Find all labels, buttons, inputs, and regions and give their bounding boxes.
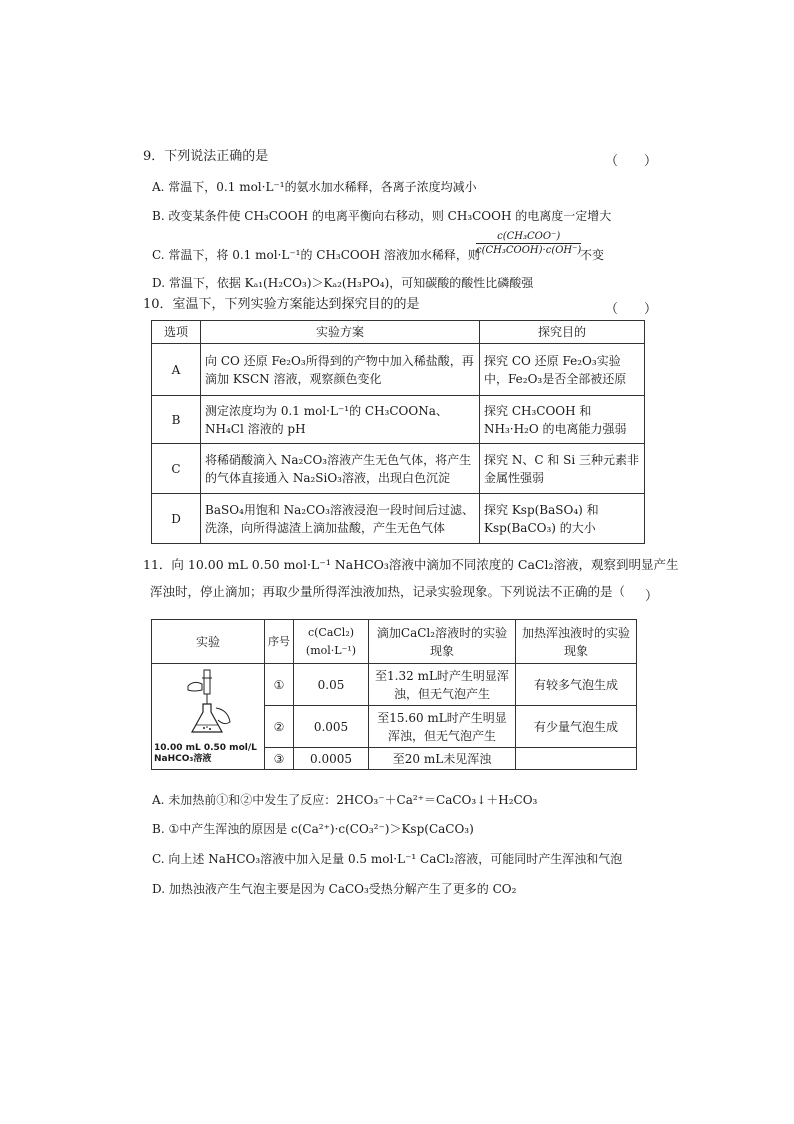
- q9-option-c-suffix: 不变: [580, 248, 605, 262]
- q10-row-a-plan: 向 CO 还原 Fe₂O₃所得到的产物中加入稀盐酸，再滴加 KSCN 溶液，观察颜色变化: [201, 344, 480, 396]
- q10-row-d-option: D: [152, 494, 201, 544]
- q10-row-a-option: A: [152, 344, 201, 396]
- q10-row-d-goal: 探究 Ksp(BaSO₄) 和 Ksp(BaCO₃) 的大小: [480, 494, 645, 544]
- q11-answer-paren-close: ）: [645, 589, 659, 604]
- q10-row-b-goal: 探究 CH₃COOH 和 NH₃·H₂O 的电离能力强弱: [480, 396, 645, 444]
- q11-row1-heat: 有较多气泡生成: [516, 664, 637, 706]
- q10-stem: 10．室温下，下列实验方案能达到探究目的的是: [143, 297, 420, 312]
- q9-option-d: D. 常温下，依据 Kₐ₁(H₂CO₃)＞Kₐ₂(H₃PO₄)，可知碳酸的酸性比磷酸强: [152, 276, 534, 290]
- q11-row3-heat: [516, 748, 637, 770]
- q10-header-plan: 实验方案: [201, 321, 480, 344]
- q11-header-concentration: c(CaCl₂)(mol·L⁻¹): [294, 620, 369, 664]
- table-row: [152, 494, 645, 544]
- q11-row1-conc: 0.05: [294, 664, 369, 706]
- q11-option-a: A. 未加热前①和②中发生了反应：2HCO₃⁻＋Ca²⁺＝CaCO₃↓＋H₂CO₃: [152, 793, 538, 807]
- q11-stem-line2: 浑浊时，停止滴加；再取少量所得浑浊液加热，记录实验现象。下列说法不正确的是（: [150, 584, 626, 599]
- table-row: [152, 664, 637, 706]
- q11-header-heat-phenomenon: 加热浑浊液时的实验现象: [516, 620, 637, 664]
- q11-header-sequence: 序号: [265, 620, 294, 664]
- q9-option-c-fraction: [476, 231, 581, 256]
- q9-stem: 9．下列说法正确的是: [143, 149, 269, 164]
- q10-row-c-plan: 将稀硝酸滴入 Na₂CO₃溶液产生无色气体，将产生的气体直接通入 Na₂SiO₃溶液，出现白色沉淀: [201, 444, 480, 494]
- q11-stem-line1: 11．向 10.00 mL 0.50 mol·L⁻¹ NaHCO₃溶液中滴加不同浓度的 CaCl₂溶液，观察到明显产生: [143, 557, 679, 572]
- q11-table: [151, 619, 637, 770]
- q10-row-a-goal: 探究 CO 还原 Fe₂O₃实验中，Fe₂O₃是否全部被还原: [480, 344, 645, 396]
- q10-row-b-plan: 测定浓度均为 0.1 mol·L⁻¹的 CH₃COONa、NH₄Cl 溶液的 pH: [201, 396, 480, 444]
- table-row: [152, 396, 645, 444]
- q11-row3-drop: 至20 mL未见浑浊: [369, 748, 516, 770]
- q10-row-d-plan: BaSO₄用饱和 Na₂CO₃溶液浸泡一段时间后过滤、洗涤，向所得滤渣上滴加盐酸，产生无色气体: [201, 494, 480, 544]
- q9-option-a: A. 常温下，0.1 mol·L⁻¹的氨水加水稀释，各离子浓度均减小: [152, 180, 477, 194]
- q11-option-d: D. 加热浊液产生气泡主要是因为 CaCO₃受热分解产生了更多的 CO₂: [152, 882, 517, 896]
- q10-answer-paren: （ ）: [605, 302, 658, 317]
- q11-apparatus-cell: [152, 664, 265, 770]
- q9-answer-paren: （ ）: [605, 154, 658, 169]
- q10-row-c-option: C: [152, 444, 201, 494]
- fraction-denominator: c(CH₃COOH)·c(OH⁻): [476, 245, 582, 256]
- q10-table: [151, 320, 645, 544]
- q11-header-drop-phenomenon: 滴加CaCl₂溶液时的实验现象: [369, 620, 516, 664]
- q10-header-goal: 探究目的: [480, 321, 645, 344]
- table-row: [152, 344, 645, 396]
- q10-header-option: 选项: [152, 321, 201, 344]
- q11-row2-drop: 至15.60 mL时产生明显浑浊，但无气泡产生: [369, 706, 516, 748]
- q11-row1-seq: ①: [265, 664, 294, 706]
- fraction-numerator: c(CH₃COO⁻): [476, 231, 581, 244]
- q11-option-b: B. ①中产生浑浊的原因是 c(Ca²⁺)·c(CO₃²⁻)＞Ksp(CaCO₃): [152, 822, 474, 836]
- q11-row1-drop: 至1.32 mL时产生明显浑浊，但无气泡产生: [369, 664, 516, 706]
- q10-row-b-option: B: [152, 396, 201, 444]
- q11-row3-seq: ③: [265, 748, 294, 770]
- q11-option-c: C. 向上述 NaHCO₃溶液中加入足量 0.5 mol·L⁻¹ CaCl₂溶液，可能同时产生浑浊和气泡: [152, 852, 623, 866]
- q11-row3-conc: 0.0005: [294, 748, 369, 770]
- q10-row-c-goal: 探究 N、C 和 Si 三种元素非金属性强弱: [480, 444, 645, 494]
- q11-header-experiment: 实验: [152, 620, 265, 664]
- q9-option-b: B. 改变某条件使 CH₃COOH 的电离平衡向右移动，则 CH₃COOH 的电离度一定增大: [152, 209, 612, 223]
- apparatus-caption: 10.00 mL 0.50 mol/L NaHCO₃溶液: [154, 743, 257, 764]
- table-row: [152, 444, 645, 494]
- burette-flask-icon: [158, 668, 258, 738]
- q9-option-c-prefix: C. 常温下，将 0.1 mol·L⁻¹的 CH₃COOH 溶液加水稀释，则: [152, 248, 480, 262]
- q11-row2-conc: 0.005: [294, 706, 369, 748]
- q11-row2-heat: 有少量气泡生成: [516, 706, 637, 748]
- q11-row2-seq: ②: [265, 706, 294, 748]
